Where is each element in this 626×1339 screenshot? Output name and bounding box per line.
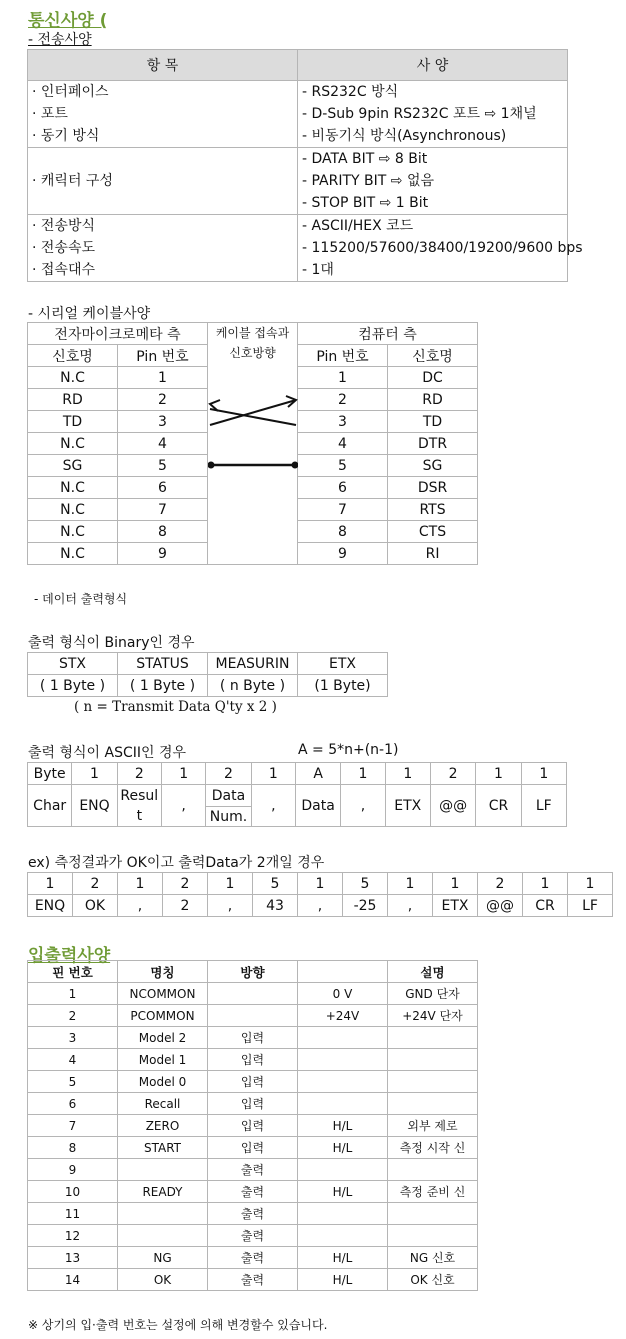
signal-name: RTS: [388, 499, 478, 521]
binary-value: (1 Byte): [298, 675, 388, 697]
example-cell: ENQ: [28, 895, 73, 917]
io-pin: 2: [28, 1005, 118, 1027]
pin-number: 6: [298, 477, 388, 499]
ascii-cell: ENQ: [72, 785, 117, 827]
signal-name: DSR: [388, 477, 478, 499]
table-row: [28, 1181, 478, 1203]
cable-wiring-diagram: [208, 391, 298, 541]
ascii-cell: 2: [430, 763, 475, 785]
spec-items-group-3: [28, 215, 298, 282]
ascii-format-table: [27, 762, 567, 827]
spec-value: - 비동기식 방식(Asynchronous): [302, 128, 507, 144]
binary-format-table: [27, 652, 388, 697]
io-name: Model 2: [118, 1027, 208, 1049]
io-level: H/L: [298, 1247, 388, 1269]
pin-number: 7: [118, 499, 208, 521]
signal-name: DTR: [388, 433, 478, 455]
table-row: [28, 1225, 478, 1247]
table-row: [28, 1049, 478, 1071]
io-level: [298, 1071, 388, 1093]
io-level: H/L: [298, 1115, 388, 1137]
io-description: GND 단자: [388, 983, 478, 1005]
example-cell: 1: [433, 873, 478, 895]
signal-name: N.C: [28, 499, 118, 521]
ascii-cell-result: [117, 785, 161, 827]
pin-number: 7: [298, 499, 388, 521]
left-group-header: 전자마이크로메타 측: [28, 323, 208, 345]
io-description: +24V 단자: [388, 1005, 478, 1027]
example-table: [27, 872, 613, 917]
binary-note: ( n = Transmit Data Q'ty x 2 ): [74, 699, 277, 715]
io-name: Model 1: [118, 1049, 208, 1071]
io-description: 측정 준비 신: [388, 1181, 478, 1203]
binary-value: ( 1 Byte ): [28, 675, 118, 697]
example-cell: 1: [118, 873, 163, 895]
pin-number: 8: [298, 521, 388, 543]
io-name: OK: [118, 1269, 208, 1291]
io-pin: 7: [28, 1115, 118, 1137]
subtitle-data-output: - 데이터 출력형식: [34, 592, 128, 606]
binary-value: ( 1 Byte ): [118, 675, 208, 697]
table-row: [28, 1093, 478, 1115]
io-name: NCOMMON: [118, 983, 208, 1005]
io-pin: 10: [28, 1181, 118, 1203]
middle-header-line: 신호방향: [229, 346, 276, 360]
io-name: Model 0: [118, 1071, 208, 1093]
ascii-cell: LF: [521, 785, 566, 827]
cable-connection-column: [208, 323, 298, 565]
pin-number: 6: [118, 477, 208, 499]
io-name: NG: [118, 1247, 208, 1269]
transmission-spec-table: [27, 49, 583, 282]
io-header-level: [298, 961, 388, 983]
io-level: H/L: [298, 1137, 388, 1159]
io-description: [388, 1049, 478, 1071]
table-row: [28, 1115, 478, 1137]
io-level: [298, 1225, 388, 1247]
pin-number: 8: [118, 521, 208, 543]
io-direction: 출력: [208, 1225, 298, 1247]
table-row: [28, 983, 478, 1005]
binary-value: ( n Byte ): [208, 675, 298, 697]
io-level: [298, 1093, 388, 1115]
ascii-cell: 1: [476, 763, 521, 785]
spec-values-group-2: [298, 148, 568, 215]
io-pin: 4: [28, 1049, 118, 1071]
io-description: 측정 시작 신: [388, 1137, 478, 1159]
example-cell: CR: [523, 895, 568, 917]
ascii-cell: Data: [206, 785, 251, 807]
ascii-format-title: 출력 형식이 ASCII인 경우: [28, 745, 187, 761]
spec-items-group-1: [28, 81, 298, 148]
io-pin: 12: [28, 1225, 118, 1247]
signal-name: N.C: [28, 543, 118, 565]
example-cell: @@: [478, 895, 523, 917]
io-pin: 8: [28, 1137, 118, 1159]
col-pin-left: Pin 번호: [118, 345, 208, 367]
tx-rx-cross-line: [210, 409, 296, 425]
io-header-name: 명칭: [118, 961, 208, 983]
pin-number: 2: [118, 389, 208, 411]
io-direction: 입력: [208, 1115, 298, 1137]
ascii-cell: ,: [251, 785, 295, 827]
io-direction: [208, 983, 298, 1005]
spec-value: - D-Sub 9pin RS232C 포트 ⇨ 1채널: [302, 106, 537, 122]
spec-value: - PARITY BIT ⇨ 없음: [302, 173, 435, 189]
example-title: ex) 측정결과가 OK이고 출력Data가 2개일 경우: [28, 855, 325, 871]
example-cell: 2: [163, 873, 208, 895]
io-pin: 6: [28, 1093, 118, 1115]
example-cell: OK: [73, 895, 118, 917]
ascii-cell: Num.: [206, 807, 251, 827]
io-level: [298, 1049, 388, 1071]
item-label: · 캐릭터 구성: [32, 173, 113, 189]
spec-value: - 1대: [302, 262, 334, 278]
io-name: START: [118, 1137, 208, 1159]
example-cell: ,: [388, 895, 433, 917]
example-cell: 5: [253, 873, 298, 895]
col-signal-right: 신호명: [388, 345, 478, 367]
signal-name: N.C: [28, 367, 118, 389]
io-description: [388, 1027, 478, 1049]
ascii-cell: 1: [161, 763, 205, 785]
col-signal-left: 신호명: [28, 345, 118, 367]
io-pin: 5: [28, 1071, 118, 1093]
pin-number: 1: [118, 367, 208, 389]
io-level: H/L: [298, 1269, 388, 1291]
pin-number: 2: [298, 389, 388, 411]
ascii-text: t: [136, 807, 143, 824]
io-direction: 입력: [208, 1137, 298, 1159]
ascii-cell: A: [295, 763, 340, 785]
io-direction: 입력: [208, 1093, 298, 1115]
table-row: [28, 1005, 478, 1027]
io-level: +24V: [298, 1005, 388, 1027]
io-description: [388, 1093, 478, 1115]
example-cell: 43: [253, 895, 298, 917]
io-direction: 입력: [208, 1071, 298, 1093]
io-direction: 출력: [208, 1269, 298, 1291]
io-direction: 입력: [208, 1027, 298, 1049]
pin-number: 5: [118, 455, 208, 477]
io-direction: 입력: [208, 1049, 298, 1071]
table-row: [28, 1027, 478, 1049]
io-direction: 출력: [208, 1181, 298, 1203]
io-name: READY: [118, 1181, 208, 1203]
io-header-pin: 핀 번호: [28, 961, 118, 983]
io-description: NG 신호: [388, 1247, 478, 1269]
io-direction: 출력: [208, 1203, 298, 1225]
table-row: [28, 1269, 478, 1291]
io-direction: 출력: [208, 1247, 298, 1269]
signal-name: N.C: [28, 433, 118, 455]
example-cell: 2: [73, 873, 118, 895]
table-row: [28, 1247, 478, 1269]
spec-value: - STOP BIT ⇨ 1 Bit: [302, 195, 429, 211]
table-row: [28, 1137, 478, 1159]
ascii-cell: @@: [430, 785, 475, 827]
pin-number: 3: [298, 411, 388, 433]
ascii-cell: 1: [251, 763, 295, 785]
ascii-cell: 1: [385, 763, 430, 785]
binary-header: ETX: [298, 653, 388, 675]
io-description: [388, 1159, 478, 1181]
io-description: OK 신호: [388, 1269, 478, 1291]
ascii-cell: Char: [28, 785, 72, 827]
table-row: [28, 1071, 478, 1093]
io-level: [298, 1027, 388, 1049]
io-description: 외부 제로: [388, 1115, 478, 1137]
signal-name: TD: [28, 411, 118, 433]
spec-values-group-1: [298, 81, 568, 148]
spec-value: - ASCII/HEX 코드: [302, 218, 414, 234]
pin-number: 9: [118, 543, 208, 565]
example-cell: 2: [163, 895, 208, 917]
io-pin: 14: [28, 1269, 118, 1291]
ascii-cell: CR: [476, 785, 521, 827]
example-cell: 1: [523, 873, 568, 895]
ascii-cell: 2: [117, 763, 161, 785]
middle-header-line: 케이블 접속과: [215, 326, 290, 340]
section-title-io: 입출력사양: [28, 946, 111, 966]
io-footnote: ※ 상기의 입·출력 번호는 설정에 의해 변경할수 있습니다.: [28, 1318, 328, 1332]
rx-tx-cross-line: [210, 400, 296, 425]
io-name: PCOMMON: [118, 1005, 208, 1027]
io-name: [118, 1225, 208, 1247]
spec-value: - 115200/57600/38400/19200/9600 bps: [302, 240, 583, 256]
item-label: · 포트: [32, 106, 68, 122]
table-row: [28, 1159, 478, 1181]
io-table-body: [28, 983, 478, 1291]
io-direction: 출력: [208, 1159, 298, 1181]
signal-name: N.C: [28, 477, 118, 499]
io-pin: 3: [28, 1027, 118, 1049]
signal-name: SG: [388, 455, 478, 477]
item-label: · 전송속도: [32, 240, 95, 256]
header-item: 항 목: [28, 50, 298, 81]
io-name: [118, 1203, 208, 1225]
spec-items-group-2: [28, 148, 298, 215]
ascii-cell: 1: [341, 763, 385, 785]
io-name: Recall: [118, 1093, 208, 1115]
ascii-cell: ETX: [385, 785, 430, 827]
item-label: · 접속대수: [32, 262, 95, 278]
io-level: [298, 1203, 388, 1225]
example-cell: -25: [343, 895, 388, 917]
example-cell: 1: [568, 873, 613, 895]
pin-number: 1: [298, 367, 388, 389]
item-label: · 전송방식: [32, 218, 95, 234]
io-level: [298, 1159, 388, 1181]
spec-value: - DATA BIT ⇨ 8 Bit: [302, 151, 428, 167]
signal-name: RD: [388, 389, 478, 411]
io-description: [388, 1071, 478, 1093]
pin-number: 3: [118, 411, 208, 433]
pin-number: 4: [298, 433, 388, 455]
io-header-direction: 방향: [208, 961, 298, 983]
col-pin-right: Pin 번호: [298, 345, 388, 367]
signal-name: CTS: [388, 521, 478, 543]
io-name: ZERO: [118, 1115, 208, 1137]
io-name: [118, 1159, 208, 1181]
io-description: [388, 1203, 478, 1225]
io-level: 0 V: [298, 983, 388, 1005]
ascii-cell: 2: [206, 763, 251, 785]
serial-cable-table: [27, 322, 478, 565]
signal-name: SG: [28, 455, 118, 477]
example-cell: ,: [118, 895, 163, 917]
io-pin: 11: [28, 1203, 118, 1225]
example-cell: 1: [208, 873, 253, 895]
ascii-cell: ,: [341, 785, 385, 827]
ground-dot-icon: [208, 462, 215, 469]
header-spec: 사 양: [298, 50, 568, 81]
right-group-header: 컴퓨터 측: [298, 323, 478, 345]
binary-format-title: 출력 형식이 Binary인 경우: [28, 635, 195, 651]
io-spec-table: [27, 960, 478, 1291]
table-row: [28, 1203, 478, 1225]
signal-name: RD: [28, 389, 118, 411]
io-pin: 1: [28, 983, 118, 1005]
ground-dot-icon: [292, 462, 299, 469]
ascii-cell: ,: [161, 785, 205, 827]
io-pin: 13: [28, 1247, 118, 1269]
signal-name: DC: [388, 367, 478, 389]
example-cell: 5: [343, 873, 388, 895]
example-cell: 1: [28, 873, 73, 895]
example-cell: 1: [298, 873, 343, 895]
io-direction: [208, 1005, 298, 1027]
signal-name: TD: [388, 411, 478, 433]
item-label: · 동기 방식: [32, 128, 100, 144]
ascii-cell: Data: [295, 785, 340, 827]
ascii-text: Resul: [120, 787, 159, 804]
ascii-cell: Byte: [28, 763, 72, 785]
example-cell: LF: [568, 895, 613, 917]
ascii-cell: 1: [521, 763, 566, 785]
example-cell: ,: [298, 895, 343, 917]
binary-header: MEASURIN: [208, 653, 298, 675]
example-cell: ETX: [433, 895, 478, 917]
example-cell: 2: [478, 873, 523, 895]
spec-values-group-3: [298, 215, 583, 282]
signal-name: N.C: [28, 521, 118, 543]
example-cell: 1: [388, 873, 433, 895]
binary-header: STX: [28, 653, 118, 675]
io-pin: 9: [28, 1159, 118, 1181]
io-level: H/L: [298, 1181, 388, 1203]
binary-header: STATUS: [118, 653, 208, 675]
subtitle-serial-cable: - 시리얼 케이블사양: [28, 306, 151, 322]
pin-number: 4: [118, 433, 208, 455]
pin-number: 5: [298, 455, 388, 477]
io-description: [388, 1225, 478, 1247]
example-cell: ,: [208, 895, 253, 917]
subtitle-transmission-spec: - 전송사양: [28, 32, 92, 48]
pin-number: 9: [298, 543, 388, 565]
section-title-communication: 통신사양 (: [28, 11, 108, 31]
ascii-cell: 1: [72, 763, 117, 785]
spec-value: - RS232C 방식: [302, 84, 399, 100]
signal-name: RI: [388, 543, 478, 565]
io-header-description: 설명: [388, 961, 478, 983]
ascii-formula: A = 5*n+(n-1): [298, 742, 399, 758]
item-label: · 인터페이스: [32, 84, 109, 100]
